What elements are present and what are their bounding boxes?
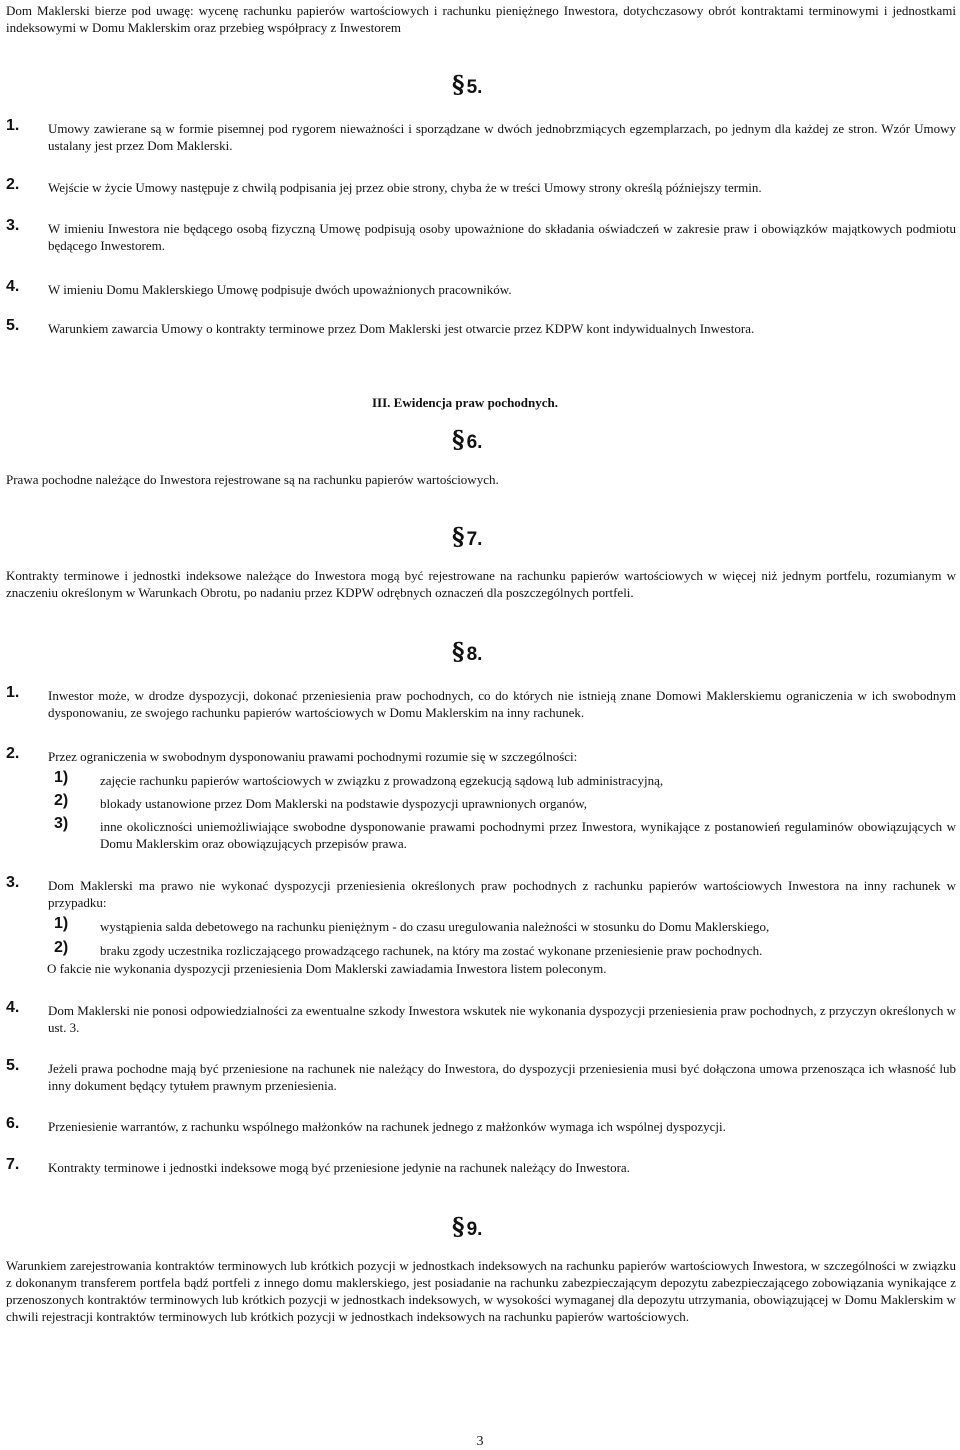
section-7-heading: § 7. bbox=[452, 522, 483, 551]
s8-item-3-sub-2: 2) braku zgody uczestnika rozliczającego prowadzącego rachunek, na który ma zostać wykonane przeniesienie praw pochodnych. bbox=[54, 939, 763, 958]
s5-item-1: 1. Umowy zawierane są w formie pisemnej pod rygorem nieważności i sporządzane w dwóch jednobrzmiących egzemplarzach, po jednym dla każdej ze stron. Wzór Umowy ustalany jest przez Dom Maklerski. bbox=[6, 117, 956, 153]
chapter-3-heading: III. Ewidencja praw pochodnych. bbox=[372, 395, 559, 410]
s8-item-2-sub-3: 3) inne okoliczności uniemożliwiające swobodne dysponowanie prawami pochodnymi przez Inwestora, wynikające z postanowień regulaminów obowiązujących w Domu Maklerskim oraz obowiązujących przepisów prawa. bbox=[54, 815, 956, 851]
s5-item-4: 4. W imieniu Domu Maklerskiego Umowę podpisuje dwóch upoważnionych pracowników. bbox=[6, 278, 512, 297]
s8-item-2-sub-2: 2) blokady ustanowione przez Dom Maklerski na podstawie dyspozycji uprawnionych organów, bbox=[54, 792, 588, 811]
s5-item-3: 3. W imieniu Inwestora nie będącego osobą fizyczną Umowę podpisują osoby upoważnione do składania oświadczeń w zakresie praw i obowiązków majątkowych podmiotu będącego Inwestorem. bbox=[6, 217, 956, 253]
section-5-heading: § 5. bbox=[452, 70, 483, 99]
section-8-heading: § 8. bbox=[452, 637, 483, 666]
s8-item-3: 3. Dom Maklerski ma prawo nie wykonać dyspozycji przeniesienia określonych praw pochodnych z rachunku papierów wartościowych Inwestora na inny rachunek w przypadku: bbox=[6, 874, 956, 910]
s8-item-4: 4. Dom Maklerski nie ponosi odpowiedzialności za ewentualne szkody Inwestora wskutek nie wykonania dyspozycji przeniesienia praw pochodnych, z przyczyn określonych w ust. 3. bbox=[6, 999, 956, 1035]
s8-item-6: 6. Przeniesienie warrantów, z rachunku wspólnego małżonków na rachunek jednego z małżonków wymaga ich wspólnej dyspozycji. bbox=[6, 1115, 726, 1134]
s8-item-3-after: O fakcie nie wykonania dyspozycji przeniesienia Dom Maklerski zawiadamia Inwestora listem poleconym. bbox=[47, 961, 607, 976]
s5-item-5: 5. Warunkiem zawarcia Umowy o kontrakty terminowe przez Dom Maklerski jest otwarcie przez KDPW kont indywidualnych Inwestora. bbox=[6, 317, 755, 336]
s8-item-3-sub-1: 1) wystąpienia salda debetowego na rachunku pieniężnym - do czasu uregulowania należności w stosunku do Domu Maklerskiego, bbox=[54, 915, 770, 934]
s8-item-2: 2. Przez ograniczenia w swobodnym dysponowaniu prawami pochodnymi rozumie się w szczególności: bbox=[6, 745, 578, 764]
s5-item-2: 2. Wejście w życie Umowy następuje z chwilą podpisania jej przez obie strony, chyba że w treści Umowy strony określą późniejszy termin. bbox=[6, 176, 762, 195]
s7-text: Kontrakty terminowe i jednostki indeksowe należące do Inwestora mogą być rejestrowane na rachunku papierów wartościowych w więcej niż jednym portfelu, rozumianym w znaczeniu określonym w Warunkach Obrotu, po nadaniu przez KDPW odrębnych oznaczeń dla poszczególnych portfeli. bbox=[6, 568, 956, 600]
s8-item-7: 7. Kontrakty terminowe i jednostki indeksowe mogą być przeniesione jedynie na rachunek należący do Inwestora. bbox=[6, 1156, 630, 1175]
page-number: 3 bbox=[476, 1434, 484, 1449]
s8-item-5: 5. Jeżeli prawa pochodne mają być przeniesione na rachunek nie należący do Inwestora, do dyspozycji przeniesienia musi być dołączona umowa przenosząca ich własność lub inny dokument będący tytułem prawnym przeniesienia. bbox=[6, 1057, 956, 1093]
section-9-heading: § 9. bbox=[452, 1212, 483, 1241]
s9-text: Warunkiem zarejestrowania kontraktów terminowych lub krótkich pozycji w jednostkach indeksowych na rachunku papierów wartościowych Inwestora, w szczególności w związku z dokonanym transferem portfela bądź portfeli z innego domu maklerskiego, jest posiadanie na rachunku zabezpieczającym depozytu zabezpieczającego zobowiązania wynikające z przenoszonych kontraktów terminowych lub krótkich pozycji w jednostkach indeksowych, w wysokości wymaganej dla depozytu utrzymania, obowiązującej w Domu Maklerskim w chwili rejestracji kontraktów terminowych lub krótkich pozycji w jednostkach indeksowych na rachunku papierów wartościowych. bbox=[6, 1258, 956, 1324]
section-6-heading: § 6. bbox=[452, 425, 483, 454]
intro-paragraph: Dom Maklerski bierze pod uwagę: wycenę rachunku papierów wartościowych i rachunku pieniężnego Inwestora, dotychczasowy obrót kontraktami terminowymi i jednostkami indeksowymi w Domu Maklerskim oraz przebieg współpracy z Inwestorem bbox=[6, 3, 956, 35]
s6-text: Prawa pochodne należące do Inwestora rejestrowane są na rachunku papierów wartościowych. bbox=[6, 472, 499, 487]
s8-item-1: 1. Inwestor może, w drodze dyspozycji, dokonać przeniesienia praw pochodnych, co do których nie istnieją znane Domowi Maklerskiemu ograniczenia w ich swobodnym dysponowaniu, ze swojego rachunku papierów wartościowych w Domu Maklerskim na inny rachunek. bbox=[6, 684, 956, 720]
s8-item-2-sub-1: 1) zajęcie rachunku papierów wartościowych w związku z prowadzoną egzekucją sądową lub administracyjną, bbox=[54, 769, 664, 788]
